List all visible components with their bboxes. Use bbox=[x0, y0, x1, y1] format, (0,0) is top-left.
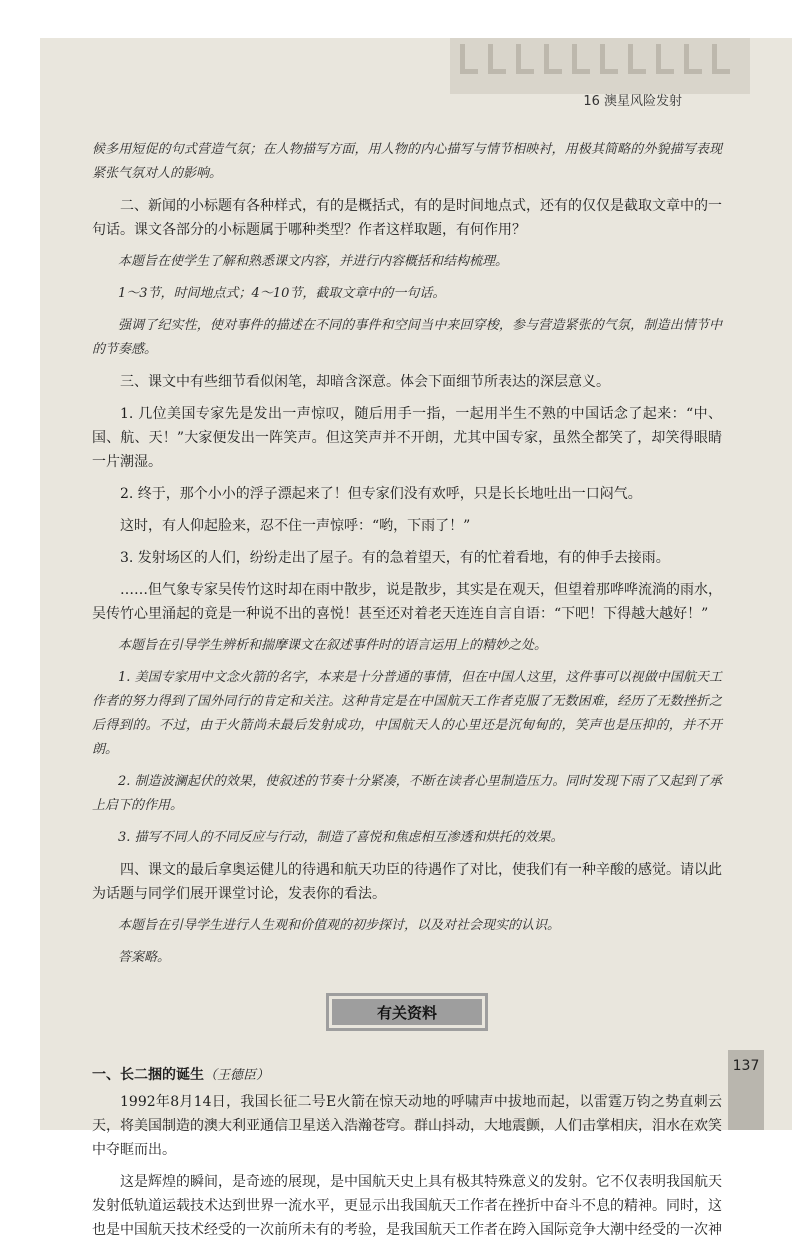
article-author: （王德臣） bbox=[204, 1068, 270, 1083]
article-heading bbox=[92, 1064, 722, 1084]
question-paragraph: 三、课文中有些细节看似闲笔，却暗含深意。体会下面细节所表达的深层意义。 bbox=[120, 374, 610, 390]
deco-mark bbox=[684, 44, 702, 74]
question-paragraph: 二、新闻的小标题有各种样式，有的是概括式，有的是时间地点式，还有的仅仅是截取文章中的一句话。课文各部分的小标题属于哪种类型？作者这样取题，有何作用？ bbox=[92, 198, 722, 238]
deco-mark bbox=[516, 44, 534, 74]
page-content bbox=[92, 138, 722, 1250]
deco-mark bbox=[656, 44, 674, 74]
quote-paragraph: ……但气象专家吴传竹这时却在雨中散步，说是散步，其实是在观天，但望着那哗哗流淌的雨水，吴传竹心里涌起的竟是一种说不出的喜悦！甚至还对着老天连连自言自语：“下吧！下得越大越好！” bbox=[92, 582, 722, 622]
quote-paragraph: 1. 几位美国专家先是发出一声惊叹，随后用手一指，一起用半生不熟的中国话念了起来：“中、国、航、天！”大家便发出一阵笑声。但这笑声并不开朗，尤其中国专家，虽然全都笑了，却笑得眼睛一片潮湿。 bbox=[92, 406, 722, 470]
note-paragraph: 答案略。 bbox=[118, 950, 171, 965]
paragraph: 候多用短促的句式营造气氛；在人物描写方面，用人物的内心描写与情节相映衬，用极其简略的外貌描写表现紧张气氛对人的影响。 bbox=[92, 142, 722, 181]
question-paragraph: 四、课文的最后拿奥运健儿的待遇和航天功臣的待遇作了对比，使我们有一种辛酸的感觉。请以此为话题与同学们展开课堂讨论，发表你的看法。 bbox=[92, 862, 722, 902]
quote-paragraph: 2. 终于，那个小小的浮子漂起来了！但专家们没有欢呼，只是长长地吐出一口闷气。 bbox=[120, 486, 642, 502]
article-paragraph: 1992年8月14日，我国长征二号E火箭在惊天动地的呼啸声中拔地而起，以雷霆万钧之势直刺云天，将美国制造的澳大利亚通信卫星送入浩瀚苍穹。群山抖动，大地震颤，人们击掌相庆，泪水在欢笑中夺眶而出。 bbox=[92, 1094, 722, 1158]
article-title: 一、长二捆的诞生 bbox=[92, 1067, 204, 1083]
deco-mark bbox=[572, 44, 590, 74]
article-paragraph: 这是辉煌的瞬间，是奇迹的展现，是中国航天史上具有极其特殊意义的发射。它不仅表明我国航天发射低轨道运载技术达到世界一流水平，更显示出我国航天工作者在挫折中奋斗不息的精神。同时，这也是中国航天技术经受的一次前所未有的考验，是我国航天工作者在跨入国际竞争大潮中经受的一次神 bbox=[92, 1174, 722, 1238]
quote-paragraph: 这时，有人仰起脸来，忍不住一声惊呼：“哟，下雨了！” bbox=[120, 518, 471, 534]
deco-mark bbox=[712, 44, 730, 74]
deco-mark bbox=[628, 44, 646, 74]
quote-paragraph: 3. 发射场区的人们，纷纷走出了屋子。有的急着望天，有的忙着看地，有的伸手去接雨。 bbox=[120, 550, 670, 566]
chapter-title: 16 澳星风险发射 bbox=[583, 94, 682, 109]
note-paragraph: 1. 美国专家用中文念火箭的名字，本来是十分普通的事情，但在中国人这里，这件事可以视做中国航天工作者的努力得到了国外同行的肯定和关注。这种肯定是在中国航天工作者克服了无数困难，经历了无数挫折之后得到的。不过，由于火箭尚未最后发射成功，中国航天人的心里还是沉甸甸的，笑声也是压抑的，并不开朗。 bbox=[92, 670, 722, 757]
deco-mark bbox=[600, 44, 618, 74]
header-pattern bbox=[460, 44, 730, 74]
textbook-page bbox=[40, 38, 792, 1238]
deco-mark bbox=[544, 44, 562, 74]
note-paragraph: 本题旨在引导学生辨析和揣摩课文在叙述事件时的语言运用上的精妙之处。 bbox=[118, 638, 548, 653]
section-banner-label: 有关资料 bbox=[376, 1003, 437, 1022]
note-paragraph: 本题旨在引导学生进行人生观和价值观的初步探讨，以及对社会现实的认识。 bbox=[118, 918, 561, 933]
note-paragraph: 本题旨在使学生了解和熟悉课文内容，并进行内容概括和结构梳理。 bbox=[118, 254, 509, 269]
note-paragraph: 强调了纪实性，使对事件的描述在不同的事件和空间当中来回穿梭，参与营造紧张的气氛，制造出情节中的节奏感。 bbox=[92, 318, 722, 357]
deco-mark bbox=[460, 44, 478, 74]
note-paragraph: 3. 描写不同人的不同反应与行动，制造了喜悦和焦虑相互渗透和烘托的效果。 bbox=[118, 830, 564, 845]
note-paragraph: 1～3节，时间地点式；4～10节，截取文章中的一句话。 bbox=[118, 286, 446, 301]
note-paragraph: 2. 制造波澜起伏的效果，使叙述的节奏十分紧凑，不断在读者心里制造压力。同时发现下雨了又起到了承上启下的作用。 bbox=[92, 774, 722, 813]
deco-mark bbox=[488, 44, 506, 74]
page-number: 137 bbox=[732, 1058, 760, 1074]
section-banner bbox=[329, 996, 485, 1028]
